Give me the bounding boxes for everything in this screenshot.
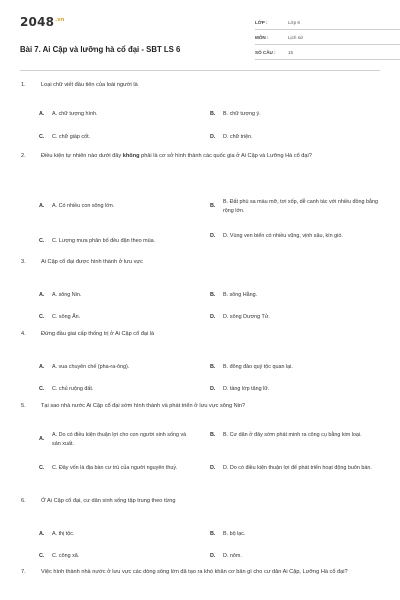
option-text: D. Do có điều kiện thuận lợi để phát triển hoạt động buôn bán. [223, 465, 372, 471]
option-text: D. Vùng ven biển có nhiều vũng, vịnh sâu, kín gió. [223, 233, 343, 239]
question-text: Đứng đầu giai cấp thống trị ở Ai Cập cổ đại là [41, 331, 155, 337]
option-text: B. Đất phù sa màu mỡ, tơi xốp, dễ canh tác với nhiều đồng bằng rộng lớn. [223, 199, 379, 214]
option-a[interactable] [39, 291, 194, 300]
option-letter: D. [210, 314, 216, 320]
option-letter: A. [39, 364, 45, 370]
option-d[interactable] [210, 232, 380, 241]
question-1 [20, 81, 380, 140]
question-3 [20, 258, 380, 320]
option-text: B. Cư dân ở đây sớm phát minh ra công cụ bằng kim loại. [223, 432, 362, 438]
question-number: 1. [21, 82, 26, 88]
option-a[interactable] [39, 530, 194, 539]
option-a[interactable] [39, 431, 194, 448]
meta-row-subject [255, 30, 400, 45]
option-c[interactable] [39, 552, 194, 561]
option-c[interactable] [39, 313, 194, 322]
question-number: 3. [21, 259, 26, 265]
option-b[interactable] [210, 198, 380, 215]
option-a[interactable] [39, 202, 194, 211]
option-letter: A. [39, 203, 45, 209]
option-text: A. Có nhiều con sông lớn. [52, 203, 115, 209]
logo-text: 2048 [20, 15, 55, 29]
meta-class-label: LỚP : [255, 19, 268, 25]
question-text: Việc hình thành nhà nước ở lưu vực các dòng sông lớn đã tạo ra khó khăn cơ bản gì cho cư dân Ai Cập, Lưỡng Hà cổ đại? [41, 569, 348, 575]
question-text-part: Điều kiện tự nhiên nào dưới đây [41, 153, 123, 159]
option-c[interactable] [39, 464, 194, 473]
option-letter: C. [39, 238, 45, 244]
option-text: C. chữ giáp cốt. [52, 134, 91, 140]
option-letter: C. [39, 386, 45, 392]
question-number: 6. [21, 498, 26, 504]
option-text: A. Do có điều kiện thuận lợi cho con người sinh sống và sản xuất. [52, 432, 187, 447]
question-number: 5. [21, 403, 26, 409]
option-letter: B. [210, 203, 216, 210]
option-text: D. sông Dương Tử. [223, 314, 270, 320]
option-a[interactable] [39, 110, 194, 119]
question-stem [20, 497, 380, 506]
option-letter: B. [210, 364, 216, 370]
worksheet-header [20, 13, 380, 68]
option-letter: A. [39, 436, 45, 443]
option-text: B. đông đảo quý tộc quan lại. [223, 364, 293, 370]
option-b[interactable] [210, 431, 380, 440]
option-d[interactable] [210, 552, 380, 561]
question-text [41, 152, 380, 161]
meta-row-class [255, 15, 400, 30]
question-stem [20, 568, 380, 577]
option-letter: B. [210, 531, 216, 537]
meta-class-value: Lớp 6 [288, 19, 300, 25]
question-text: Ai Cập cổ đại được hình thành ở lưu vực [41, 259, 143, 265]
logo-suffix: .vn [55, 17, 65, 23]
option-letter: D. [210, 553, 216, 559]
option-b[interactable] [210, 530, 380, 539]
question-stem [20, 402, 380, 411]
option-letter: B. [210, 292, 216, 298]
option-c[interactable] [39, 133, 194, 142]
option-text: A. sông Nin. [52, 292, 82, 298]
question-2 [20, 152, 380, 244]
option-text: D. nôm. [223, 553, 242, 559]
question-text: Loại chữ viết đầu tiên của loài người là [41, 82, 138, 88]
meta-row-count [255, 45, 400, 60]
header-divider [20, 70, 380, 71]
option-letter: D. [210, 233, 216, 239]
question-text-emphasis: không [122, 153, 140, 159]
option-b[interactable] [210, 291, 380, 300]
question-number: 2. [21, 153, 26, 159]
option-d[interactable] [210, 464, 380, 473]
meta-count-value: 15 [288, 49, 294, 55]
option-text: C. công xã. [52, 553, 80, 559]
option-letter: B. [210, 432, 216, 438]
option-b[interactable] [210, 363, 380, 372]
question-text-part: phải là cơ sở hình thành các quốc gia ở Ai Cập và Lưỡng Hà cổ đại? [139, 153, 312, 159]
option-letter: C. [39, 465, 45, 471]
question-number: 4. [21, 331, 26, 337]
question-4 [20, 330, 380, 392]
option-letter: A. [39, 111, 45, 117]
option-text: D. chữ triện. [223, 134, 253, 140]
option-text: C. sông Ấn. [52, 314, 81, 320]
question-stem [20, 258, 380, 267]
question-7 [20, 568, 380, 577]
question-number: 7. [21, 569, 26, 575]
option-d[interactable] [210, 133, 380, 142]
option-text: B. sông Hằng. [223, 292, 258, 298]
option-d[interactable] [210, 385, 380, 394]
option-letter: B. [210, 111, 216, 117]
question-6 [20, 497, 380, 559]
option-text: D. tầng lớp tăng lữ. [223, 386, 270, 392]
option-c[interactable] [39, 237, 194, 246]
option-text: A. chữ tượng hình. [52, 111, 98, 117]
option-letter: C. [39, 314, 45, 320]
option-b[interactable] [210, 110, 380, 119]
option-letter: D. [210, 465, 216, 471]
option-text: B. chữ tượng ý. [223, 111, 261, 117]
option-d[interactable] [210, 313, 380, 322]
option-letter: C. [39, 553, 45, 559]
option-letter: A. [39, 531, 45, 537]
option-text: A. vua chuyên chế (pha-ra-ông). [52, 364, 130, 370]
question-stem [20, 81, 380, 90]
question-text: Tại sao nhà nước Ai Cập cổ đại sớm hình thành và phát triển ở lưu vực sông Nin? [41, 403, 246, 409]
question-text: Ở Ai Cập cổ đại, cư dân sinh sống tập trung theo từng [41, 498, 176, 504]
question-stem [20, 152, 380, 161]
question-stem [20, 330, 380, 339]
option-text: C. chủ ruộng đất. [52, 386, 94, 392]
option-letter: D. [210, 386, 216, 392]
option-letter: A. [39, 292, 45, 298]
option-letter: C. [39, 134, 45, 140]
option-text: A. thị tộc. [52, 531, 75, 537]
meta-count-label: SỐ CÂU : [255, 49, 276, 55]
page-title: Bài 7. Ai Cập và lưỡng hà cổ đại - SBT LS 6 [20, 45, 181, 54]
option-a[interactable] [39, 363, 194, 372]
meta-subject-value: Lịch sử [288, 34, 304, 40]
option-text: B. bộ lạc. [223, 531, 246, 537]
option-text: C. Đây vốn là địa bàn cư trú của người nguyên thuỷ. [52, 465, 178, 471]
question-5 [20, 402, 380, 471]
site-logo[interactable] [20, 15, 65, 29]
meta-table [255, 15, 400, 60]
option-letter: D. [210, 134, 216, 140]
option-c[interactable] [39, 385, 194, 394]
option-text: C. Lượng mưa phân bố đều đặn theo mùa. [52, 238, 156, 244]
meta-subject-label: MÔN : [255, 34, 269, 40]
